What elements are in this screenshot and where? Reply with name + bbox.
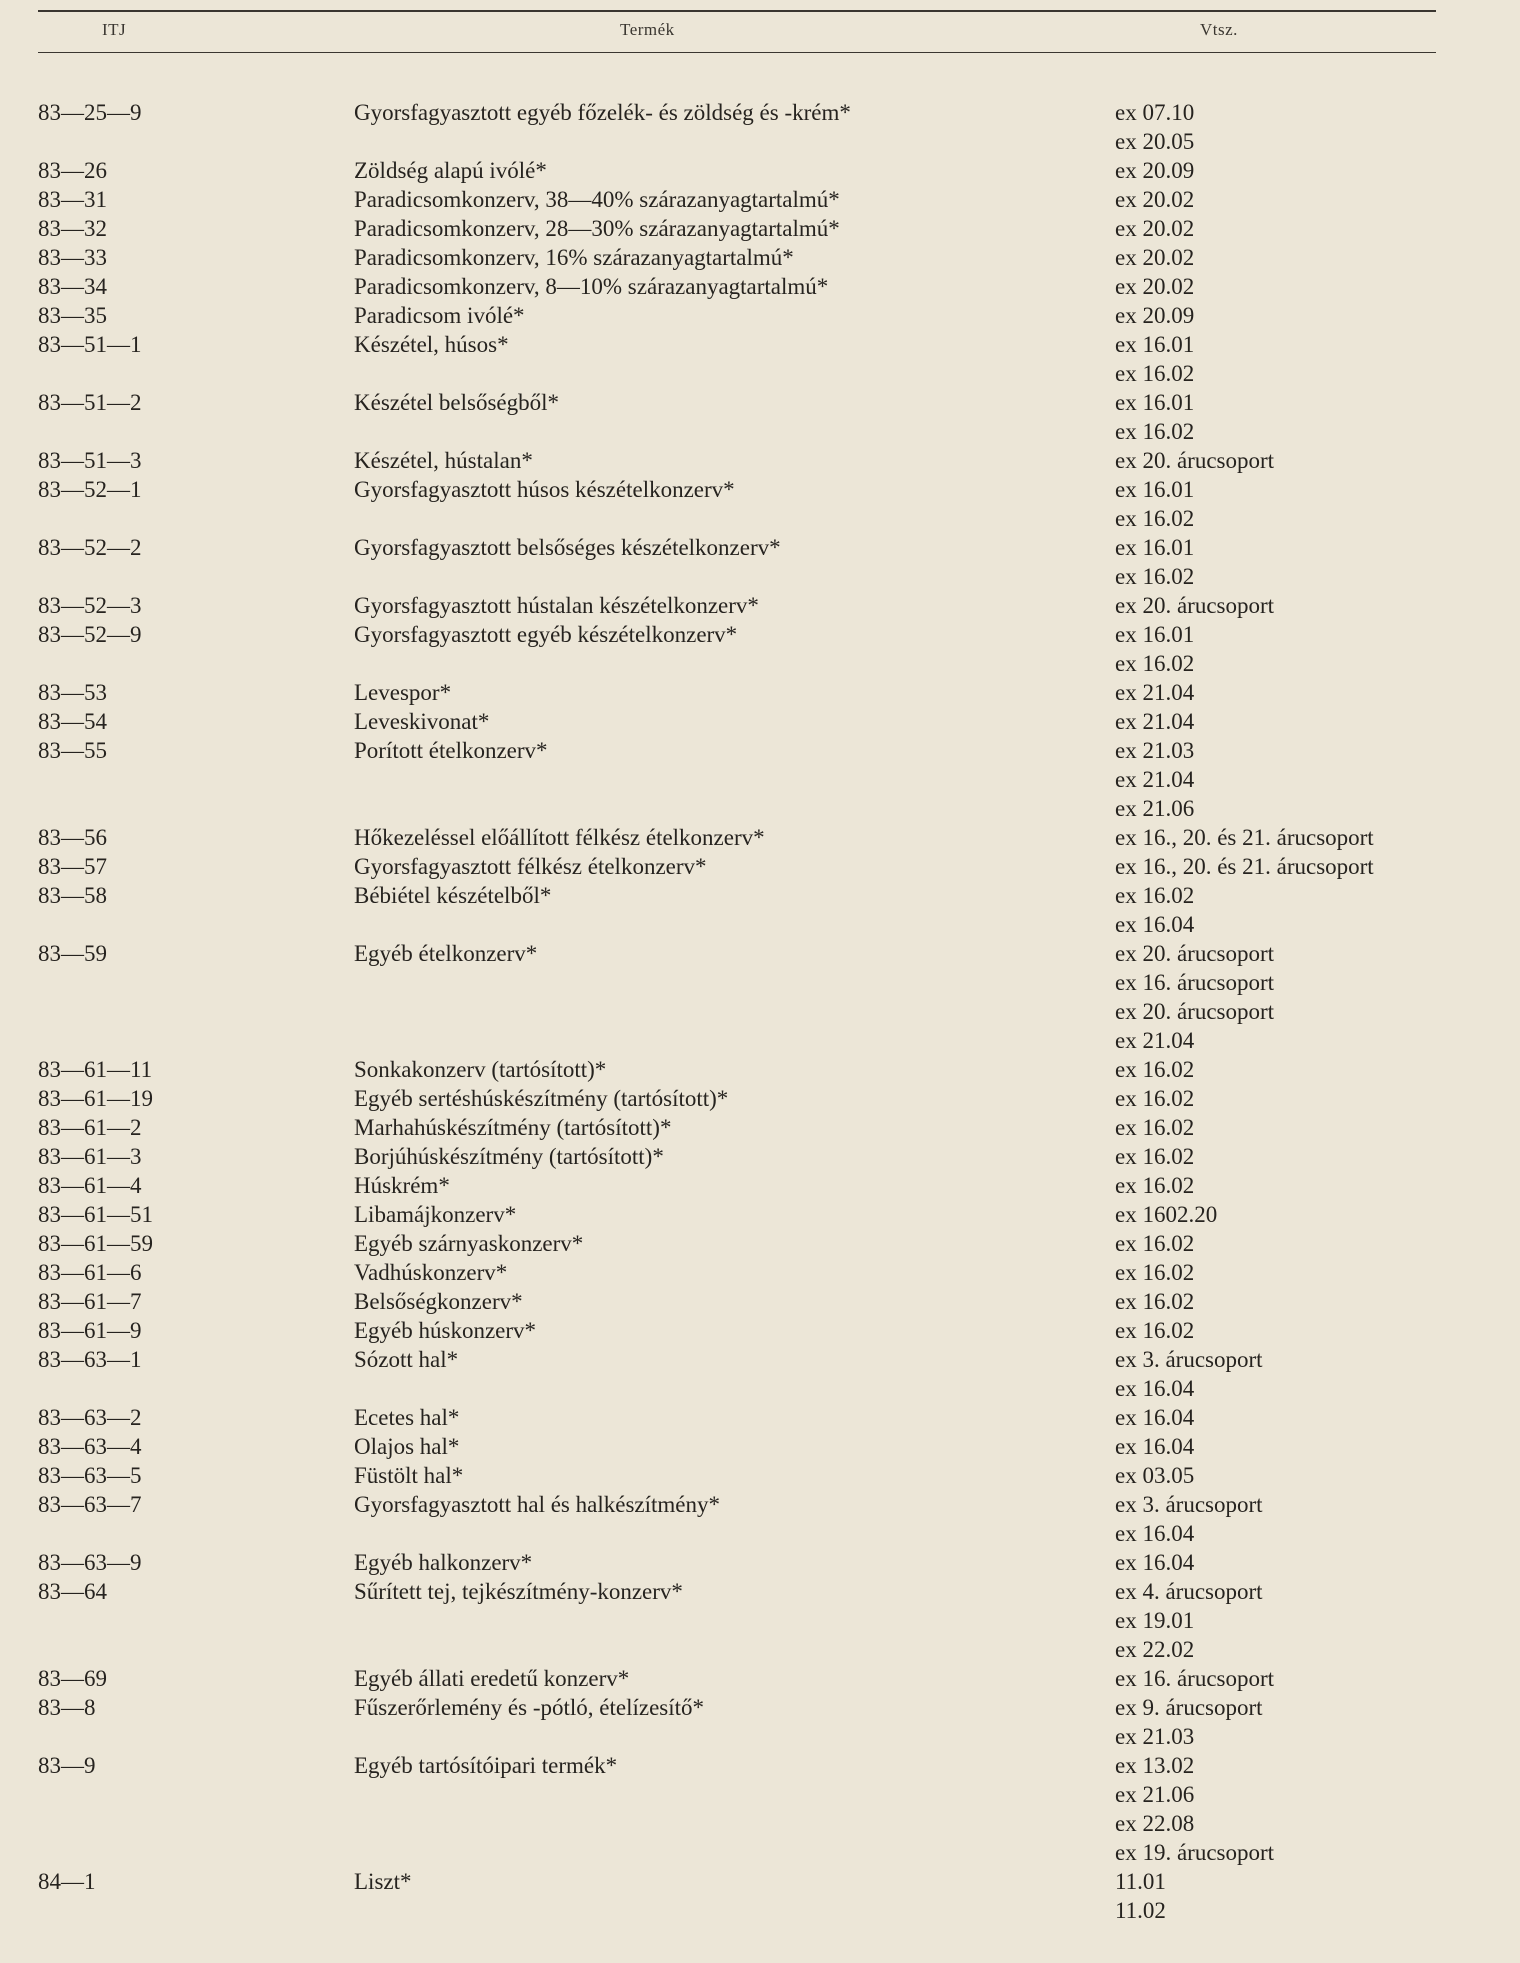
itj-cell: 83—54 [38, 709, 107, 734]
table-row [0, 881, 1520, 910]
column-header-itj: ITJ [102, 20, 127, 39]
product-cell: Olajos hal* [354, 1434, 460, 1459]
vtsz-cell: ex 16.02 [1115, 1260, 1195, 1285]
product-cell: Egyéb szárnyaskonzerv* [354, 1231, 584, 1256]
vtsz-cell: ex 16. árucsoport [1115, 970, 1275, 995]
table-row [0, 185, 1520, 214]
itj-cell: 83—52—1 [38, 477, 142, 502]
itj-cell: 83—63—9 [38, 1550, 142, 1575]
itj-cell: 83—55 [38, 738, 107, 763]
product-cell: Paradicsomkonzerv, 28—30% szárazanyagtartalmú* [354, 216, 840, 241]
itj-cell [0, 127, 314, 156]
itj-cell [0, 968, 314, 997]
itj-cell [0, 1896, 314, 1925]
product-cell [314, 649, 1115, 678]
vtsz-cell: ex 21.03 [1115, 738, 1195, 763]
itj-cell [0, 794, 314, 823]
itj-cell: 83—63—5 [38, 1463, 142, 1488]
vtsz-cell: ex 20.02 [1115, 245, 1195, 270]
itj-cell: 83—33 [38, 245, 107, 270]
itj-cell: 83—25—9 [38, 100, 142, 125]
product-cell [314, 359, 1115, 388]
table-row [0, 794, 1520, 823]
table-row [0, 707, 1520, 736]
itj-cell: 83—32 [38, 216, 107, 241]
product-cell [314, 1519, 1115, 1548]
table-row [0, 359, 1520, 388]
vtsz-cell: ex 16., 20. és 21. árucsoport [1115, 825, 1374, 850]
vtsz-cell: ex 16.02 [1115, 1231, 1195, 1256]
table-row [0, 98, 1520, 127]
product-cell: Füstölt hal* [354, 1463, 464, 1488]
itj-cell: 83—52—9 [38, 622, 142, 647]
table-row [0, 272, 1520, 301]
table-row [0, 1287, 1520, 1316]
vtsz-cell: ex 20.02 [1115, 274, 1195, 299]
vtsz-cell: ex 19. árucsoport [1115, 1840, 1275, 1865]
vtsz-cell: ex 20.05 [1115, 129, 1195, 154]
itj-cell: 83—61—2 [38, 1115, 142, 1140]
table-row [0, 1635, 1520, 1664]
vtsz-cell: ex 16.04 [1115, 1521, 1195, 1546]
itj-cell: 83—63—2 [38, 1405, 142, 1430]
product-cell: Levespor* [354, 680, 452, 705]
vtsz-cell: ex 20. árucsoport [1115, 448, 1275, 473]
table-row [0, 214, 1520, 243]
vtsz-cell: ex 16.02 [1115, 1289, 1195, 1314]
vtsz-cell: ex 3. árucsoport [1115, 1347, 1263, 1372]
vtsz-cell: ex 16.02 [1115, 883, 1195, 908]
vtsz-cell: ex 20.02 [1115, 187, 1195, 212]
itj-cell: 83—34 [38, 274, 107, 299]
table-row [0, 678, 1520, 707]
product-cell: Gyorsfagyasztott húsos készételkonzerv* [354, 477, 735, 502]
vtsz-cell: ex 21.04 [1115, 709, 1195, 734]
table-row [0, 591, 1520, 620]
product-cell [314, 1896, 1115, 1925]
vtsz-cell: ex 16.04 [1115, 1434, 1195, 1459]
table-row [0, 127, 1520, 156]
product-cell: Paradicsom ivólé* [354, 303, 525, 328]
product-cell: Fűszerőrlemény és -pótló, ételízesítő* [354, 1695, 705, 1720]
vtsz-cell: ex 22.08 [1115, 1811, 1195, 1836]
vtsz-cell: ex 21.04 [1115, 767, 1195, 792]
vtsz-cell: ex 21.03 [1115, 1724, 1195, 1749]
table-row [0, 1026, 1520, 1055]
vtsz-cell: ex 3. árucsoport [1115, 1492, 1263, 1517]
product-cell [314, 417, 1115, 446]
table-row [0, 1780, 1520, 1809]
vtsz-cell: ex 4. árucsoport [1115, 1579, 1263, 1604]
itj-cell: 83—61—4 [38, 1173, 142, 1198]
column-header-termek: Termék [620, 20, 675, 39]
product-cell: Egyéb húskonzerv* [354, 1318, 537, 1343]
product-cell: Hőkezeléssel előállított félkész ételkonzerv* [354, 825, 765, 850]
itj-cell [0, 359, 314, 388]
table-row [0, 533, 1520, 562]
product-cell: Húskrém* [354, 1173, 450, 1198]
itj-cell: 83—63—4 [38, 1434, 142, 1459]
itj-cell: 83—61—6 [38, 1260, 142, 1285]
itj-cell [0, 562, 314, 591]
table-row [0, 156, 1520, 185]
table-row [0, 446, 1520, 475]
table-row [0, 1809, 1520, 1838]
table-row [0, 1577, 1520, 1606]
itj-cell: 83—61—9 [38, 1318, 142, 1343]
vtsz-cell: ex 16.02 [1115, 1173, 1195, 1198]
itj-cell: 83—64 [38, 1579, 107, 1604]
vtsz-cell: ex 21.06 [1115, 796, 1195, 821]
table-body [0, 98, 1520, 1925]
product-cell [314, 127, 1115, 156]
table-row [0, 388, 1520, 417]
product-cell: Egyéb sertéshúskészítmény (tartósított)* [354, 1086, 729, 1111]
vtsz-cell: ex 20. árucsoport [1115, 999, 1275, 1024]
product-cell: Készétel belsőségből* [354, 390, 560, 415]
product-cell [314, 968, 1115, 997]
product-cell: Egyéb tartósítóipari termék* [354, 1753, 618, 1778]
itj-cell: 83—51—1 [38, 332, 142, 357]
table-row [0, 1345, 1520, 1374]
product-cell: Gyorsfagyasztott belsőséges készételkonzerv* [354, 535, 781, 560]
vtsz-cell: ex 13.02 [1115, 1753, 1195, 1778]
product-cell [314, 1722, 1115, 1751]
itj-cell [0, 1809, 314, 1838]
top-rule [38, 10, 1436, 12]
itj-cell [0, 910, 314, 939]
table-row [0, 1055, 1520, 1084]
vtsz-cell: ex 20.09 [1115, 303, 1195, 328]
vtsz-cell: ex 16.04 [1115, 1550, 1195, 1575]
product-cell: Belsőségkonzerv* [354, 1289, 523, 1314]
product-cell [314, 997, 1115, 1026]
product-cell [314, 1838, 1115, 1867]
itj-cell: 83—51—3 [38, 448, 142, 473]
table-row [0, 1258, 1520, 1287]
table-row [0, 1548, 1520, 1577]
vtsz-cell: ex 16.02 [1115, 1086, 1195, 1111]
product-cell [314, 1026, 1115, 1055]
header-rule [38, 52, 1436, 53]
vtsz-cell: ex 16.02 [1115, 1318, 1195, 1343]
table-row [0, 1461, 1520, 1490]
table-row [0, 1113, 1520, 1142]
vtsz-cell: ex 16.02 [1115, 651, 1195, 676]
itj-cell: 83—56 [38, 825, 107, 850]
product-cell: Készétel, hústalan* [354, 448, 533, 473]
product-cell [314, 1606, 1115, 1635]
table-row [0, 910, 1520, 939]
vtsz-cell: ex 21.04 [1115, 680, 1195, 705]
itj-cell: 83—57 [38, 854, 107, 879]
table-row [0, 1664, 1520, 1693]
product-cell [314, 562, 1115, 591]
vtsz-cell: ex 16.01 [1115, 535, 1195, 560]
vtsz-cell: ex 20.09 [1115, 158, 1195, 183]
table-row [0, 1693, 1520, 1722]
vtsz-cell: ex 16.02 [1115, 1057, 1195, 1082]
column-header-vtsz: Vtsz. [1200, 20, 1238, 39]
table-row [0, 968, 1520, 997]
product-cell: Liszt* [354, 1869, 412, 1894]
table-row [0, 475, 1520, 504]
table-row [0, 417, 1520, 446]
product-cell [314, 910, 1115, 939]
table-row [0, 1519, 1520, 1548]
itj-cell [0, 417, 314, 446]
itj-cell: 83—58 [38, 883, 107, 908]
product-cell: Gyorsfagyasztott egyéb készételkonzerv* [354, 622, 738, 647]
table-row [0, 823, 1520, 852]
itj-cell [0, 1722, 314, 1751]
itj-cell: 83—59 [38, 941, 107, 966]
product-cell [314, 1809, 1115, 1838]
itj-cell [0, 1838, 314, 1867]
table-row [0, 1432, 1520, 1461]
vtsz-cell: 11.01 [1115, 1869, 1166, 1894]
vtsz-cell: ex 1602.20 [1115, 1202, 1218, 1227]
itj-cell [0, 997, 314, 1026]
itj-cell: 83—8 [38, 1695, 96, 1720]
product-cell [314, 1635, 1115, 1664]
product-cell [314, 794, 1115, 823]
table-row [0, 736, 1520, 765]
product-cell: Egyéb ételkonzerv* [354, 941, 538, 966]
vtsz-cell: ex 16.04 [1115, 1405, 1195, 1430]
vtsz-cell: ex 19.01 [1115, 1608, 1195, 1633]
product-cell: Sűrített tej, tejkészítmény-konzerv* [354, 1579, 683, 1604]
itj-cell: 83—53 [38, 680, 107, 705]
vtsz-cell: ex 20.02 [1115, 216, 1195, 241]
table-row [0, 243, 1520, 272]
table-row [0, 620, 1520, 649]
itj-cell: 83—9 [38, 1753, 96, 1778]
table-row [0, 1490, 1520, 1519]
itj-cell [0, 1780, 314, 1809]
itj-cell: 83—63—1 [38, 1347, 142, 1372]
vtsz-cell: ex 16.02 [1115, 506, 1195, 531]
product-cell: Leveskivonat* [354, 709, 490, 734]
vtsz-cell: ex 16.01 [1115, 622, 1195, 647]
table-row [0, 1316, 1520, 1345]
product-cell: Készétel, húsos* [354, 332, 509, 357]
table-row [0, 330, 1520, 359]
product-cell: Gyorsfagyasztott egyéb főzelék- és zöldség és -krém* [354, 100, 851, 125]
table-row [0, 1142, 1520, 1171]
table-row [0, 1403, 1520, 1432]
itj-cell [0, 1519, 314, 1548]
table-row [0, 301, 1520, 330]
product-cell: Sonkakonzerv (tartósított)* [354, 1057, 607, 1082]
product-cell: Gyorsfagyasztott hal és halkészítmény* [354, 1492, 720, 1517]
vtsz-cell: ex 16.01 [1115, 390, 1195, 415]
itj-cell: 83—51—2 [38, 390, 142, 415]
itj-cell [0, 1026, 314, 1055]
itj-cell [0, 765, 314, 794]
table-row [0, 765, 1520, 794]
itj-cell: 83—61—51 [38, 1202, 153, 1227]
vtsz-cell: ex 20. árucsoport [1115, 941, 1275, 966]
product-cell: Libamájkonzerv* [354, 1202, 517, 1227]
table-row [0, 1229, 1520, 1258]
table-row [0, 1171, 1520, 1200]
product-cell: Marhahúskészítmény (tartósított)* [354, 1115, 672, 1140]
product-cell [314, 1374, 1115, 1403]
itj-cell: 83—61—19 [38, 1086, 153, 1111]
vtsz-cell: ex 21.04 [1115, 1028, 1195, 1053]
vtsz-cell: ex 16.04 [1115, 1376, 1195, 1401]
product-cell: Zöldség alapú ivólé* [354, 158, 547, 183]
table-row [0, 562, 1520, 591]
vtsz-cell: ex 16.02 [1115, 1115, 1195, 1140]
product-cell: Sózott hal* [354, 1347, 459, 1372]
itj-cell [0, 1635, 314, 1664]
product-cell [314, 1780, 1115, 1809]
vtsz-cell: ex 03.05 [1115, 1463, 1195, 1488]
itj-cell: 83—63—7 [38, 1492, 142, 1517]
table-row [0, 1867, 1520, 1896]
vtsz-cell: ex 16., 20. és 21. árucsoport [1115, 854, 1374, 879]
table-row [0, 1374, 1520, 1403]
product-cell: Paradicsomkonzerv, 16% szárazanyagtartalmú* [354, 245, 794, 270]
vtsz-cell: ex 16.01 [1115, 332, 1195, 357]
itj-cell [0, 1606, 314, 1635]
itj-cell: 83—69 [38, 1666, 107, 1691]
itj-cell: 84—1 [38, 1869, 96, 1894]
table-row [0, 1084, 1520, 1113]
product-cell: Bébiétel készételből* [354, 883, 552, 908]
product-cell: Paradicsomkonzerv, 8—10% szárazanyagtartalmú* [354, 274, 829, 299]
vtsz-cell: ex 16.01 [1115, 477, 1195, 502]
table-row [0, 852, 1520, 881]
product-cell: Vadhúskonzerv* [354, 1260, 508, 1285]
itj-cell: 83—31 [38, 187, 107, 212]
vtsz-cell: 11.02 [1115, 1898, 1166, 1923]
product-cell [314, 504, 1115, 533]
table-row [0, 649, 1520, 678]
table-row [0, 1896, 1520, 1925]
itj-cell [0, 649, 314, 678]
vtsz-cell: ex 9. árucsoport [1115, 1695, 1263, 1720]
vtsz-cell: ex 16.04 [1115, 912, 1195, 937]
product-cell: Egyéb halkonzerv* [354, 1550, 533, 1575]
itj-cell: 83—26 [38, 158, 107, 183]
itj-cell: 83—61—7 [38, 1289, 142, 1314]
itj-cell: 83—61—59 [38, 1231, 153, 1256]
product-cell [314, 765, 1115, 794]
product-cell: Gyorsfagyasztott félkész ételkonzerv* [354, 854, 707, 879]
vtsz-cell: ex 16.02 [1115, 1144, 1195, 1169]
vtsz-cell: ex 16.02 [1115, 361, 1195, 386]
product-cell: Porított ételkonzerv* [354, 738, 548, 763]
vtsz-cell: ex 20. árucsoport [1115, 593, 1275, 618]
vtsz-cell: ex 16. árucsoport [1115, 1666, 1275, 1691]
vtsz-cell: ex 22.02 [1115, 1637, 1195, 1662]
product-cell: Gyorsfagyasztott hústalan készételkonzerv* [354, 593, 759, 618]
table-row [0, 1606, 1520, 1635]
vtsz-cell: ex 16.02 [1115, 419, 1195, 444]
table-row [0, 1751, 1520, 1780]
table-row [0, 1722, 1520, 1751]
itj-cell: 83—61—3 [38, 1144, 142, 1169]
product-cell: Egyéb állati eredetű konzerv* [354, 1666, 630, 1691]
product-cell: Paradicsomkonzerv, 38—40% szárazanyagtartalmú* [354, 187, 840, 212]
product-cell: Ecetes hal* [354, 1405, 460, 1430]
itj-cell [0, 1374, 314, 1403]
itj-cell [0, 504, 314, 533]
table-row [0, 1838, 1520, 1867]
vtsz-cell: ex 07.10 [1115, 100, 1195, 125]
itj-cell: 83—52—3 [38, 593, 142, 618]
table-row [0, 939, 1520, 968]
itj-cell: 83—52—2 [38, 535, 142, 560]
itj-cell: 83—35 [38, 303, 107, 328]
itj-cell: 83—61—11 [38, 1057, 153, 1082]
vtsz-cell: ex 16.02 [1115, 564, 1195, 589]
table-row [0, 1200, 1520, 1229]
vtsz-cell: ex 21.06 [1115, 1782, 1195, 1807]
product-cell: Borjúhúskészítmény (tartósított)* [354, 1144, 664, 1169]
table-row [0, 997, 1520, 1026]
table-row [0, 504, 1520, 533]
